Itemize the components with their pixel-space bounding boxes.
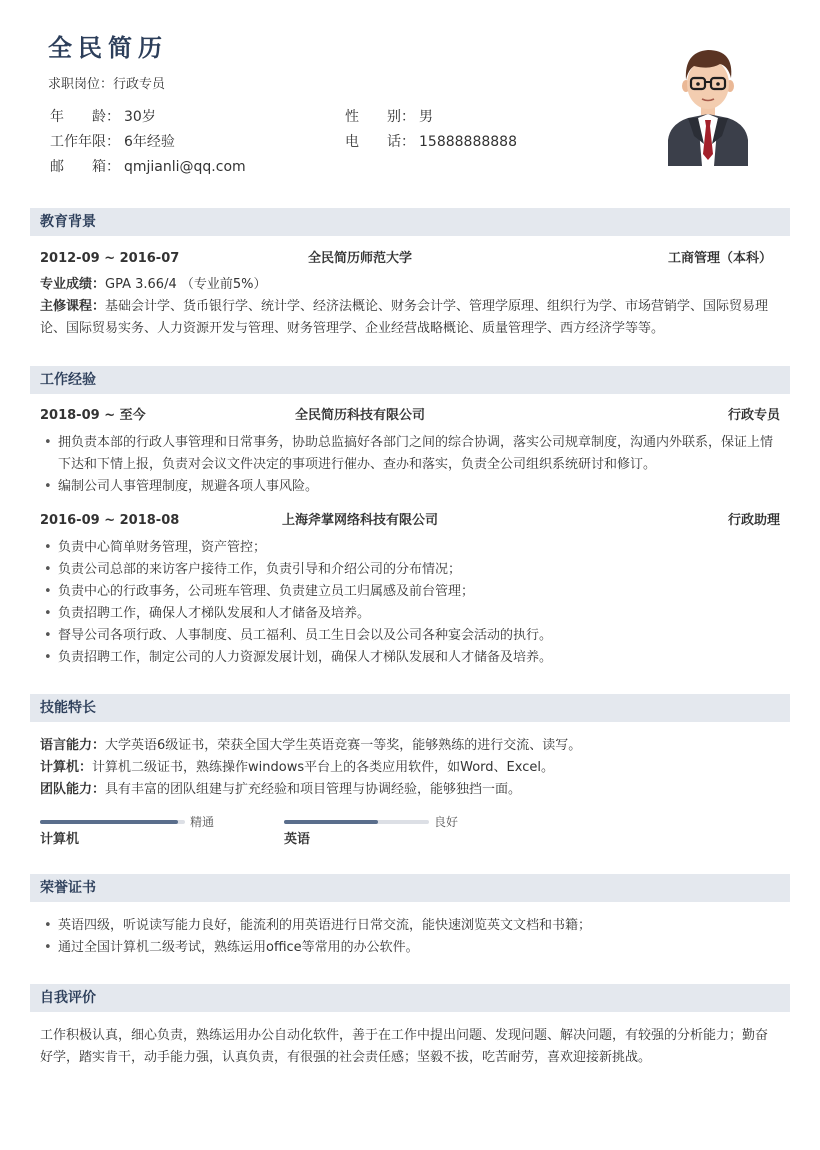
education-courses (40, 296, 775, 340)
job-target (48, 76, 608, 94)
avatar (664, 44, 752, 166)
info-experience (50, 133, 175, 151)
skill-label: 计算机： (40, 760, 93, 775)
list-item: • 负责中心的行政事务，公司班车管理、负责建立员工归属感及前台管理； (44, 581, 779, 603)
education-school: 全民简历师范大学 (307, 251, 412, 266)
section-self-eval (30, 984, 790, 1012)
info-label: 电 话： (345, 134, 415, 150)
job-row (40, 512, 780, 530)
list-item: • 通过全国计算机二级考试，熟练运用office等常用的办公软件。 (44, 937, 779, 959)
job-company: 上海斧掌网络科技有限公司 (281, 513, 438, 528)
skill-value: 具有丰富的团队组建与扩充经验和项目管理与协调经验，能够独挡一面。 (105, 782, 522, 797)
info-label: 性 别： (345, 109, 415, 125)
list-item: • 编制公司人事管理制度，规避各项人事风险。 (44, 476, 779, 498)
info-value: qmjianli@qq.com (124, 159, 246, 175)
list-item: • 负责招聘工作，确保人才梯队发展和人才储备及培养。 (44, 603, 779, 625)
info-phone (345, 133, 517, 151)
resume-name: 全民简历 (48, 34, 168, 62)
info-value: 6年经验 (124, 134, 175, 150)
list-item: • 英语四级，听说读写能力良好，能流利的用英语进行日常交流，能快速浏览英文文档和书籍； (44, 915, 779, 937)
job-target-value: 行政专员 (113, 77, 166, 92)
skill-bar-fill (40, 820, 178, 824)
skill-language (40, 735, 775, 757)
resume-header (48, 32, 608, 175)
section-title: 教育背景 (40, 214, 96, 230)
skill-team (40, 779, 775, 801)
info-value: 男 (419, 109, 433, 125)
skill-computer (40, 757, 775, 779)
education-gpa (40, 274, 775, 296)
job-role: 行政助理 (727, 513, 780, 528)
section-title: 自我评价 (40, 990, 96, 1006)
job-duties (44, 537, 779, 669)
info-label: 邮 箱： (50, 159, 120, 175)
job-role: 行政专员 (727, 408, 780, 423)
skill-bar-english (284, 820, 429, 824)
section-honors (30, 874, 790, 902)
education-major: 工商管理（本科） (667, 251, 772, 266)
skill-value: 大学英语6级证书，荣获全国大学生英语竞赛一等奖，能够熟练的进行交流、读写。 (105, 738, 582, 753)
section-title: 工作经验 (40, 372, 96, 388)
info-label: 年 龄： (50, 109, 120, 125)
section-skills (30, 694, 790, 722)
education-details (40, 274, 775, 340)
gpa-label: 专业成绩： (40, 277, 106, 292)
job-company: 全民简历科技有限公司 (294, 408, 425, 423)
list-item: • 负责公司总部的来访客户接待工作，负责引导和介绍公司的分布情况； (44, 559, 779, 581)
info-age (50, 108, 156, 126)
section-title: 技能特长 (40, 700, 96, 716)
courses-value: 基础会计学、货币银行学、统计学、经济法概论、财务会计学、管理学原理、组织行为学、市场营销学、国际贸易理论、国际贸易实务、人力资源开发与管理、财务管理学、企业经营战略概论、质量管理学、西方经济学等等。 (40, 299, 769, 336)
info-email (50, 158, 246, 176)
self-eval-text: 工作积极认真，细心负责，熟练运用办公自动化软件，善于在工作中提出问题、发现问题、解决问题，有较强的分析能力；勤奋好学，踏实肯干，动手能力强，认真负责，有很强的社会责任感；坚毅不拔，吃苦耐劳，喜欢迎接新挑战。 (40, 1028, 769, 1065)
job-date: 2016-09 ~ 2018-08 (40, 513, 180, 528)
job-date: 2018-09 ~ 至今 (40, 408, 146, 423)
skill-bar-fill (284, 820, 378, 824)
gpa-value: GPA 3.66/4 （专业前5%） (105, 277, 267, 292)
skill-label: 团队能力： (40, 782, 106, 797)
education-date: 2012-09 ~ 2016-07 (40, 251, 180, 266)
job-row (40, 407, 780, 425)
info-value: 15888888888 (419, 134, 517, 150)
job-duties (44, 432, 779, 498)
list-item: • 拥负责本部的行政人事管理和日常事务，协助总监搞好各部门之间的综合协调，落实公司规章制度，沟通内外联系，保证上情下达和下情上报，负责对会议文件决定的事项进行催办、查办和落实，负责全公司组织系统研讨和修订。 (44, 432, 779, 476)
skill-bar-computer (40, 820, 185, 824)
section-work (30, 366, 790, 394)
skill-name: 计算机 (40, 832, 80, 847)
skill-level: 良好 (434, 815, 459, 829)
skill-level: 精通 (190, 815, 215, 829)
skill-name: 英语 (284, 832, 311, 847)
honors-list (44, 915, 779, 959)
info-value: 30岁 (124, 109, 156, 125)
list-item: • 负责招聘工作，制定公司的人力资源发展计划，确保人才梯队发展和人才储备及培养。 (44, 647, 779, 669)
info-gender (345, 108, 433, 126)
skill-label: 语言能力： (40, 738, 106, 753)
job-target-label: 求职岗位： (48, 77, 114, 92)
skill-value: 计算机二级证书，熟练操作windows平台上的各类应用软件，如Word、Excel。 (92, 760, 554, 775)
section-education (30, 208, 790, 236)
avatar-illustration (664, 44, 752, 166)
section-title: 荣誉证书 (40, 880, 96, 896)
courses-label: 主修课程： (40, 299, 106, 314)
list-item: • 负责中心简单财务管理，资产管控； (44, 537, 779, 559)
list-item: • 督导公司各项行政、人事制度、员工福利、员工生日会以及公司各种宴会活动的执行。 (44, 625, 779, 647)
info-label: 工作年限： (50, 134, 120, 150)
skills-details (40, 735, 775, 801)
education-row (40, 250, 780, 268)
